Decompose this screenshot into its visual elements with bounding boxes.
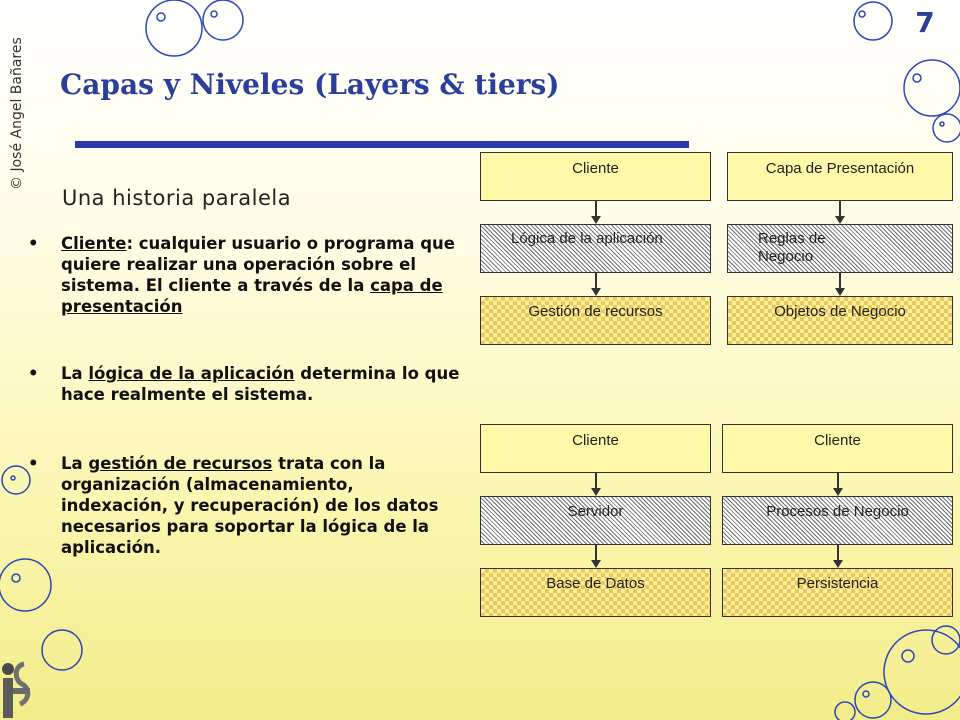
box-label: Gestión de recursos xyxy=(528,303,663,320)
arrow-head xyxy=(833,488,843,496)
bullet-body: La xyxy=(61,364,89,383)
is-logo-icon xyxy=(0,658,34,720)
arrow-line xyxy=(839,273,841,289)
arrow-line xyxy=(595,545,597,561)
box-label: Base de Datos xyxy=(546,575,645,592)
box-objetos-negocio xyxy=(727,296,953,345)
box-persistencia xyxy=(722,568,953,617)
box-label: Cliente xyxy=(814,432,861,449)
term-capa-presentacion: capa de presentación xyxy=(61,276,443,316)
arrow-head xyxy=(591,288,601,296)
term-cliente: Cliente xyxy=(61,234,127,253)
arrow-line xyxy=(837,545,839,561)
arrow-line xyxy=(595,473,597,489)
bullet-body: : cualquier usuario o programa que quiere realizar una operación sobre el sistema. El cliente a través de la xyxy=(61,234,455,295)
arrow-head xyxy=(835,216,845,224)
page-title: Capas y Niveles (Layers & tiers) xyxy=(60,68,560,101)
box-label: Procesos de Negocio xyxy=(766,503,909,520)
bullet-body: La xyxy=(61,454,89,473)
arrow-line xyxy=(595,201,597,217)
arrow-head xyxy=(591,216,601,224)
box-label: Servidor xyxy=(567,503,624,520)
bullet-body: trata con la organización (almacenamiento, indexación, y recuperación) de los datos necesarios para soportar la lógica de la aplicación. xyxy=(61,454,439,557)
box-servidor xyxy=(480,496,711,545)
box-cliente xyxy=(722,424,953,473)
box-reglas-negocio xyxy=(727,224,953,273)
box-label: Persistencia xyxy=(796,575,879,592)
arrow-line xyxy=(839,201,841,217)
bullet-body: determina lo que hace realmente el sistema. xyxy=(61,364,460,404)
box-label: Reglas de Negocio xyxy=(758,230,826,265)
copyright-notice: © José Angel Bañares xyxy=(9,37,25,190)
arrow-head xyxy=(835,288,845,296)
bullet-text xyxy=(61,453,466,558)
box-label: Objetos de Negocio xyxy=(774,303,906,320)
box-cliente xyxy=(480,152,711,201)
box-label: Lógica de la aplicación xyxy=(511,230,663,247)
bullet-dot: • xyxy=(28,234,39,253)
term-logica-aplicacion: lógica de la aplicación xyxy=(88,364,295,383)
arrow-head xyxy=(591,488,601,496)
box-gestion-recursos xyxy=(480,296,711,345)
box-label: Cliente xyxy=(572,160,619,177)
arrow-head xyxy=(591,560,601,568)
arrow-head xyxy=(833,560,843,568)
arrow-line xyxy=(595,273,597,289)
bullet-text xyxy=(61,363,466,405)
term-gestion-recursos: gestión de recursos xyxy=(88,454,273,473)
bullet-dot: • xyxy=(28,364,39,383)
box-base-datos xyxy=(480,568,711,617)
slide-number: 7 xyxy=(915,6,935,39)
box-label: Cliente xyxy=(572,432,619,449)
title-underline xyxy=(75,141,689,148)
bullet-text xyxy=(61,233,466,317)
arrow-line xyxy=(837,473,839,489)
box-cliente xyxy=(480,424,711,473)
box-capa-presentacion xyxy=(727,152,953,201)
box-procesos-negocio xyxy=(722,496,953,545)
subtitle: Una historia paralela xyxy=(62,186,292,210)
box-label: Capa de Presentación xyxy=(765,160,915,177)
box-logica-aplicacion xyxy=(480,224,711,273)
bullet-dot: • xyxy=(28,454,39,473)
